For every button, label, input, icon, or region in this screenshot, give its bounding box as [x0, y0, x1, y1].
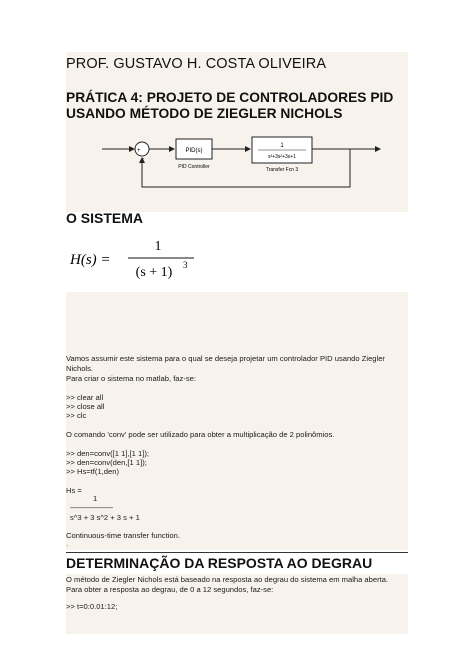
tf-caption: Transfer Fcn 3 [265, 167, 299, 173]
output-dot: . [66, 539, 69, 548]
pid-caption: PID Controller [178, 164, 210, 170]
code-hs: >> Hs=tf(1,den) [66, 467, 119, 476]
formula-denominator: (s + 1) [135, 265, 173, 280]
transfer-function-formula [66, 232, 206, 284]
svg-text:+: + [137, 148, 141, 154]
code-clc: >> clc [66, 411, 87, 420]
intro-line-1: Vamos assumir este sistema para o qual se deseja projetar um controlador PID usando Ziegler [66, 354, 385, 363]
title-line-2: USANDO MÉTODO DE ZIEGLER NICHOLS [66, 106, 343, 121]
tf-numerator: 1 [280, 143, 284, 149]
code-den-1: >> den=conv([1 1],[1 1]); [66, 449, 149, 458]
formula-numerator: 1 [154, 239, 162, 254]
section-heading-degrau: DETERMINAÇÃO DA RESPOSTA AO DEGRAU [66, 555, 373, 571]
output-hs: Hs = [66, 486, 82, 495]
pid-block-label: PID(s) [185, 148, 203, 154]
output-dashes: --------------------- [70, 503, 113, 512]
formula-exponent: 3 [183, 260, 188, 270]
tf-denominator: s³+3s²+3s+1 [268, 154, 296, 160]
output-numerator: 1 [93, 494, 98, 503]
code-den-2: >> den=conv(den,[1 1]); [66, 458, 147, 467]
conv-explanation: O comando 'conv' pode ser utilizado para obter a multiplicação de 2 polinômios. [66, 430, 335, 439]
author-name: PROF. GUSTAVO H. COSTA OLIVEIRA [66, 56, 327, 72]
code-t: >> t=0:0.01:12; [66, 602, 118, 611]
svg-text:-: - [142, 156, 145, 163]
degrau-line-1: O método de Ziegler Nichols está baseado na resposta ao degrau do sistema em malha aberta. [66, 575, 389, 584]
intro-line-3: Para criar o sistema no matlab, faz-se: [66, 374, 196, 383]
block-diagram [90, 123, 410, 193]
title-line-1: PRÁTICA 4: PROJETO DE CONTROLADORES PID [66, 90, 394, 105]
formula-lhs: H(s) = [70, 252, 111, 268]
code-clear-all: >> clear all [66, 393, 104, 402]
code-close-all: >> close all [66, 402, 105, 411]
section-divider [66, 552, 408, 553]
section-heading-sistema: O SISTEMA [66, 210, 144, 226]
output-continuous-time: Continuous-time transfer function. [66, 531, 180, 540]
output-denominator: s^3 + 3 s^2 + 3 s + 1 [70, 513, 140, 522]
page-title [66, 90, 408, 122]
degrau-line-2: Para obter a resposta ao degrau, de 0 a 12 segundos, faz-se: [66, 585, 274, 594]
feedback-path [142, 149, 350, 187]
intro-line-2: Nichols. [66, 364, 94, 373]
